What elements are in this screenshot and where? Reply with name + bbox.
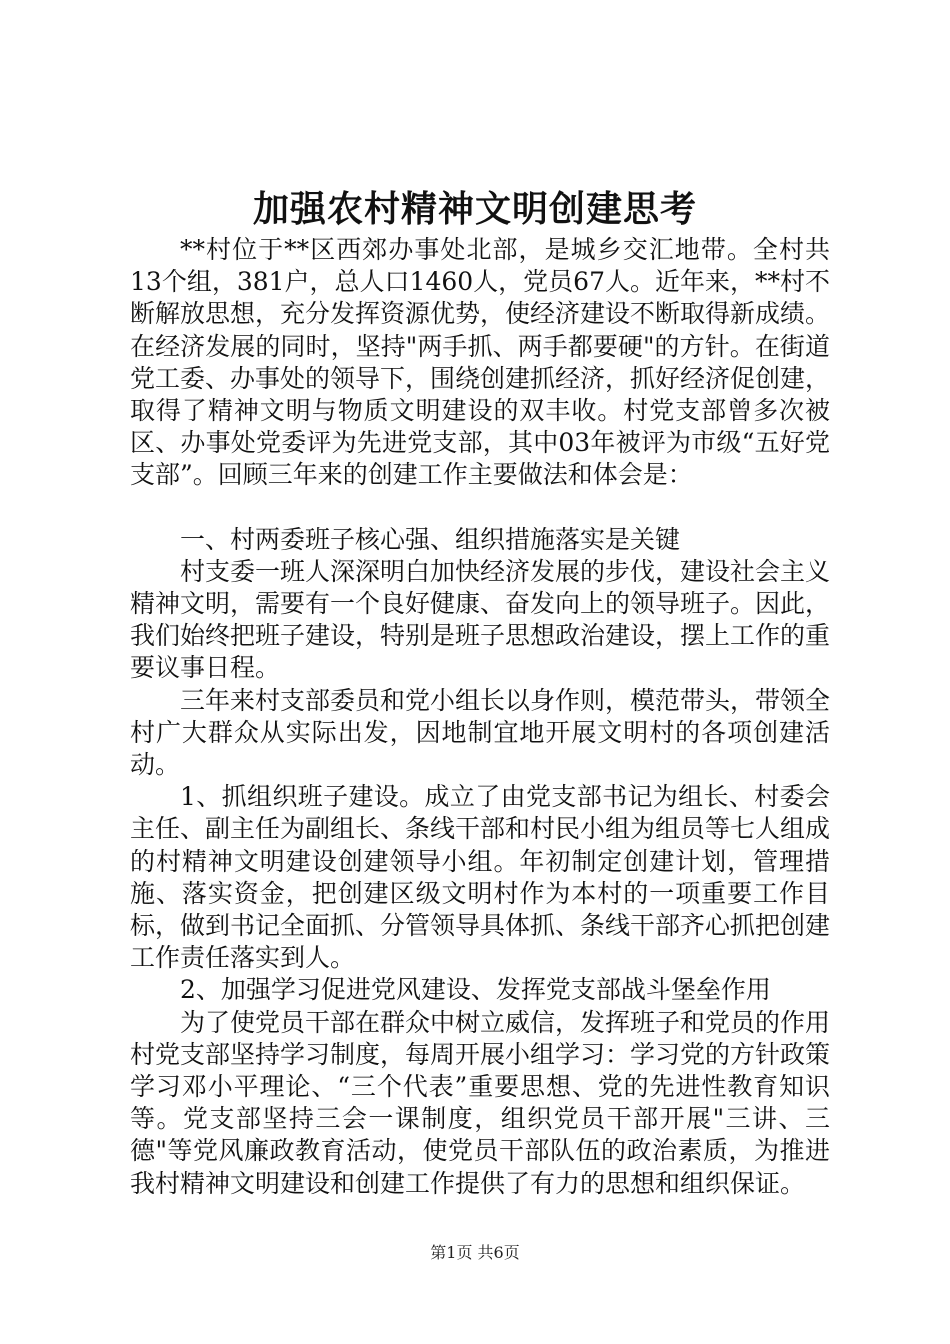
body-paragraph: 1、抓组织班子建设。成立了由党支部书记为组长、村委会主任、副主任为副组长、条线干部和村民小组为组员等七人组成的村精神文明建设创建领导小组。年初制定创建计划，管理措施、落实资金，把创建区级文明村作为本村的一项重要工作目标，做到书记全面抓、分管领导具体抓、条线干部齐心抓把创建工作责任落实到人。 bbox=[130, 782, 831, 973]
body-paragraph: 三年来村支部委员和党小组长以身作则，模范带头，带领全村广大群众从实际出发，因地制宜地开展文明村的各项创建活动。 bbox=[130, 685, 831, 780]
intro-paragraph: **村位于**区西郊办事处北部，是城乡交汇地带。全村共13个组，381户，总人口1460人，党员67人。近年来，**村不断解放思想，充分发挥资源优势，使经济建设不断取得新成绩。在经济发展的同时，坚持"两手抓、两手都要硬"的方针。在街道党工委、办事处的领导下，围绕创建抓经济，抓好经济促创建，取得了精神文明与物质文明建设的双丰收。村党支部曾多次被区、办事处党委评为先进党支部，其中03年被评为市级“五好党支部”。回顾三年来的创建工作主要做法和体会是： bbox=[130, 235, 831, 490]
subsection-heading-2: 2、加强学习促进党风建设、发挥党支部战斗堡垒作用 bbox=[180, 975, 771, 1005]
document-body bbox=[130, 234, 830, 1200]
page-number-footer: 第1页 共6页 bbox=[430, 1243, 520, 1262]
body-paragraph: 为了使党员干部在群众中树立威信，发挥班子和党员的作用村党支部坚持学习制度，每周开展小组学习：学习党的方针政策学习邓小平理论、“三个代表”重要思想、党的先进性教育知识等。党支部坚持三会一课制度，组织党员干部开展"三讲、三德"等党风廉政教育活动，使党员干部队伍的政治素质，为推进我村精神文明建设和创建工作提供了有力的思想和组织保证。 bbox=[130, 1007, 831, 1198]
document-title: 加强农村精神文明创建思考 bbox=[252, 188, 697, 230]
body-paragraph: 村支委一班人深深明白加快经济发展的步伐，建设社会主义精神文明，需要有一个良好健康、奋发向上的领导班子。因此，我们始终把班子建设，特别是班子思想政治建设，摆上工作的重要议事日程。 bbox=[130, 556, 831, 683]
section-heading-1: 一、村两委班子核心强、组织措施落实是关键 bbox=[180, 524, 681, 554]
